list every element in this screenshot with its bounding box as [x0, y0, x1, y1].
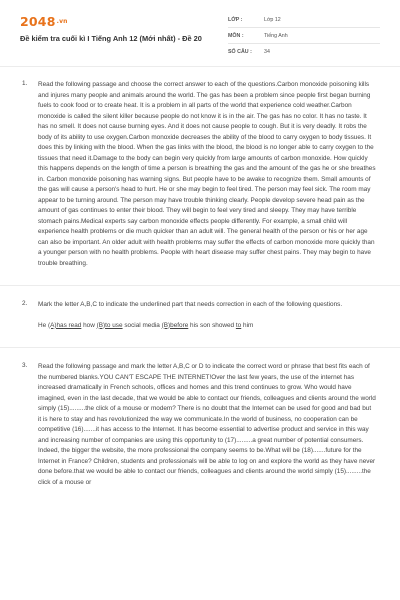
question-list — [0, 80, 400, 488]
question-number: 2. — [22, 300, 28, 307]
sentence-part: social media — [122, 321, 162, 329]
question-text: Read the following passage and mark the letter A,B,C or D to indicate the correct word or phrase that best fits each of the numbered blanks.YOU CAN'T ESCAPE THE INTERNET!Over the last few years, the use of the internet has increased dramatically in French schools, offices and homes and this trend continues to grow. Who would have imagined, even in the last decade, that we would be able to contact our friends, colleagues and clients around the world simply (15).........the click of a mouse or modem? There is no doubt that the Internet can be used for good and bad but it is here to stay and has revolutionized the way we communicate.In the world of business, no cooperation can be competitive (16).......it has access to the Internet. It has become essential to advertise product and service in this way and increasing number of companies are using this opportunity to (17).........a great number of potential consumers. Indeed, the bigger the website, the more professional the company seems to be.What will be (18).......future for the Internet in France? Children, students and professionals will be able to log on and explore the world as they have never done before.that we would be able to contact our friends, colleagues and clients around the world simply (15).........the click of a mouse or — [38, 363, 376, 486]
logo-text: 2048 — [20, 14, 56, 29]
meta-value: Tiếng Anh — [264, 32, 288, 39]
meta-row-class — [228, 12, 380, 28]
sentence-part: him — [241, 321, 254, 329]
site-logo[interactable] — [20, 14, 68, 29]
meta-key: SỐ CÂU : — [228, 48, 252, 55]
meta-key: MÔN : — [228, 32, 244, 39]
question-divider — [0, 285, 400, 286]
meta-row-count — [228, 44, 380, 59]
question-text: Read the following passage and choose the correct answer to each of the questions.Carbon monoxide poisoning kills and injures many people and animals around the world. The gas has been a problem since people first began burning fuels to cook food or to create heat. It is a problem in all parts of the world that experience cold weather.Carbon monoxide is called the silent killer because people do not know it is in the air. The gas has no color. It has no taste. It has no smell. It does not cause burning eyes. And it does not cause people to cough. But it is very deadly. It robs the body of its ability to use oxygen.Carbon monoxide decreases the ability of the blood to carry oxygen to body tissues. It does this by linking with the blood. When the gas links with the blood, the blood is no longer able to carry oxygen to the tissues that need it.Damage to the body can begin very quickly from large amounts of carbon monoxide. How quickly this happens depends on the length of time a person is breathing the gas and the amount of the gas he or she breathes in. Carbon monoxide poisoning has warning signs. But people have to be awake to recognize them. Small amounts of the gas will cause a person's head to hurt. He or she may begin to feel tired. The person may feel sick. The room may appear to be turning around. The person may have trouble thinking clearly. People develop severe head pain as the amount of gas continues to enter their blood. They will begin to feel very tired and sleepy. They may have terrible stomach pains.Medical experts say carbon monoxide effects people differently. For example, a small child will experience health problems or die much quicker than an adult will. The general health of the person or his or her age can also be important. An older adult with health problems may suffer the effects of carbon monoxide more quickly than a younger person with no health problems. People with heart disease may suffer chest pains. They may begin to have trouble breathing. — [38, 81, 376, 267]
question-item — [0, 80, 400, 269]
page-title: Đề kiểm tra cuối kì I Tiếng Anh 12 (Mới nhất) - Đề 20 — [20, 34, 202, 43]
question-number: 3. — [22, 362, 28, 369]
question-text: Mark the letter A,B,C to indicate the underlined part that needs correction in each of the following questions. — [38, 301, 343, 308]
meta-key: LỚP : — [228, 16, 243, 23]
underlined-option-b: (B)to use — [96, 321, 123, 329]
sentence-part: how — [81, 321, 97, 329]
sentence-part: his son showed — [188, 321, 236, 329]
exam-meta-table — [228, 12, 380, 59]
meta-row-subject — [228, 28, 380, 44]
header-divider — [0, 66, 400, 67]
question-item — [0, 362, 400, 488]
logo-suffix: .vn — [56, 18, 68, 25]
question-divider — [0, 347, 400, 348]
header — [0, 0, 400, 66]
question-item — [0, 300, 400, 331]
meta-value: Lớp 12 — [264, 16, 281, 23]
meta-value: 34 — [264, 48, 270, 55]
question-number: 1. — [22, 80, 28, 87]
underlined-option-a: (A)has read — [47, 321, 82, 329]
question-sentence — [38, 321, 376, 332]
underlined-option-c: (B)before — [161, 321, 189, 329]
sentence-part: He — [38, 321, 48, 329]
underlined-option-d: to — [235, 321, 242, 329]
